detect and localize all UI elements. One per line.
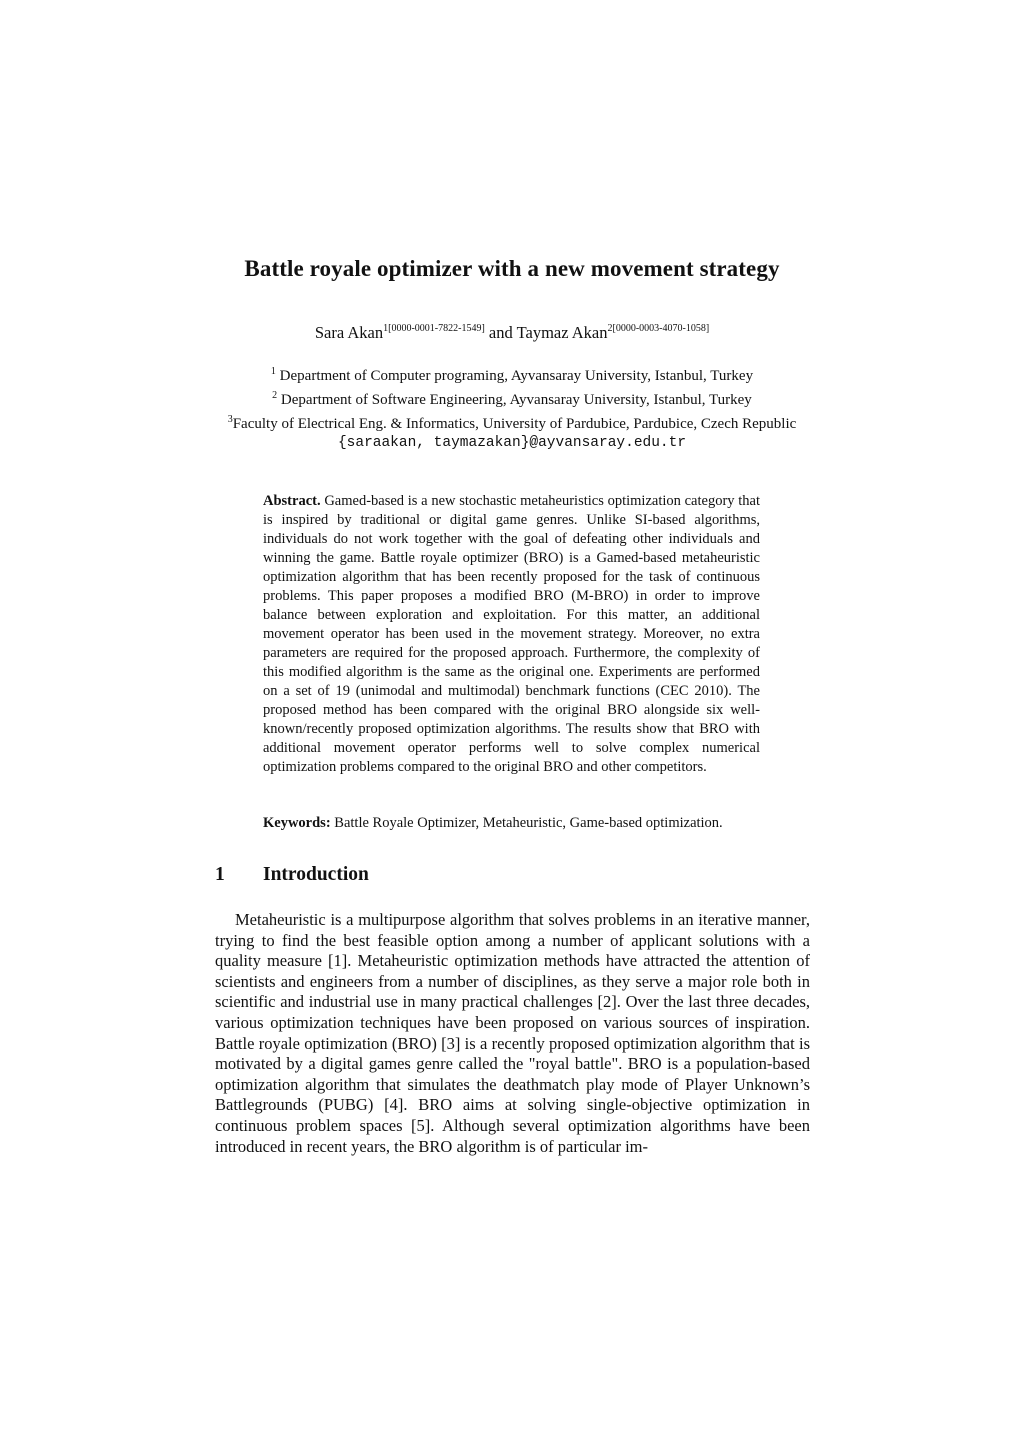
affiliation-2-text: Department of Software Engineering, Ayvansaray University, Istanbul, Turkey: [277, 392, 752, 408]
affiliation-2: [0, 386, 1024, 410]
section-title: Introduction: [263, 864, 369, 885]
paper-title: Battle royale optimizer with a new movement strategy: [244, 256, 780, 281]
affiliation-2-sup: 2: [272, 390, 278, 401]
keywords-text: Battle Royale Optimizer, Metaheuristic, Game-based optimization.: [330, 815, 723, 831]
abstract: [263, 492, 760, 777]
abstract-text: Gamed-based is a new stochastic metaheuristics optimization category that is inspired by traditional or digital game genres. Unlike SI-based algorithms, individuals do not work together with the goal of defeating other individuals and winning the game. Battle royale optimizer (BRO) is a Gamed-based metaheuristic optimization algorithm that has been recently proposed for the task of continuous problems. This paper proposes a modified BRO (M-BRO) in order to improve balance between exploration and exploitation. For this matter, an additional movement operator has been used in the movement strategy. Moreover, no extra parameters are required for the proposed approach. Furthermore, the complexity of this modified algorithm is the same as the original one. Experiments are performed on a set of 19 (unimodal and multimodal) benchmark functions (CEC 2010). The proposed method has been compared with the original BRO alongside six well-known/recently proposed optimization algorithms. The results show that BRO with additional movement operator performs well to solve complex numerical optimization problems compared to the original BRO and other competitors.: [263, 493, 760, 775]
author-2-orcid: 2[0000-0003-4070-1058]: [607, 323, 710, 334]
section-number: 1: [215, 864, 225, 885]
author-email: {saraakan, taymazakan}@ayvansaray.edu.tr: [337, 435, 687, 451]
affiliation-1-text: Department of Computer programing, Ayvansaray University, Istanbul, Turkey: [275, 368, 754, 384]
affiliation-1: [0, 362, 1024, 386]
author-connector: and: [484, 323, 517, 342]
keywords: [263, 814, 760, 833]
author-1-name: Sara Akan: [314, 323, 384, 342]
keywords-label: Keywords:: [263, 815, 331, 831]
section-heading: [215, 864, 815, 886]
affiliation-3-sup: 3: [227, 414, 233, 425]
affiliation-3: [0, 410, 1024, 434]
abstract-label: Abstract.: [263, 493, 321, 509]
affiliation-1-sup: 1: [270, 366, 276, 377]
affiliation-3-text: Faculty of Electrical Eng. & Informatics, University of Pardubice, Pardubice, Czech Republic: [232, 416, 797, 432]
affiliations: [0, 362, 1024, 453]
author-1-orcid: 1[0000-0001-7822-1549]: [383, 323, 485, 334]
author-2-name: Taymaz Akan: [516, 323, 608, 342]
author-line: [0, 323, 1024, 343]
section-body-paragraph: Metaheuristic is a multipurpose algorithm that solves problems in an iterative manner, trying to find the best feasible option among a number of applicant solutions with a quality measure [1]. Metaheuristic optimization methods have attracted the attention of scientists and engineers from a number of disciplines, as they serve a major role both in scientific and industrial use in many practical challenges [2]. Over the last three decades, various optimization techniques have been proposed on various sources of inspiration. Battle royale optimization (BRO) [3] is a recently proposed optimization algorithm that is motivated by a digital games genre called the "royal battle". BRO is a population-based optimization algorithm that simulates the deathmatch play mode of Player Unknown’s Battlegrounds (PUBG) [4]. BRO aims at solving single-objective optimization in continuous problem spaces [5]. Although several optimization algorithms have been introduced in recent years, the BRO algorithm is of particular im-: [215, 910, 810, 1156]
